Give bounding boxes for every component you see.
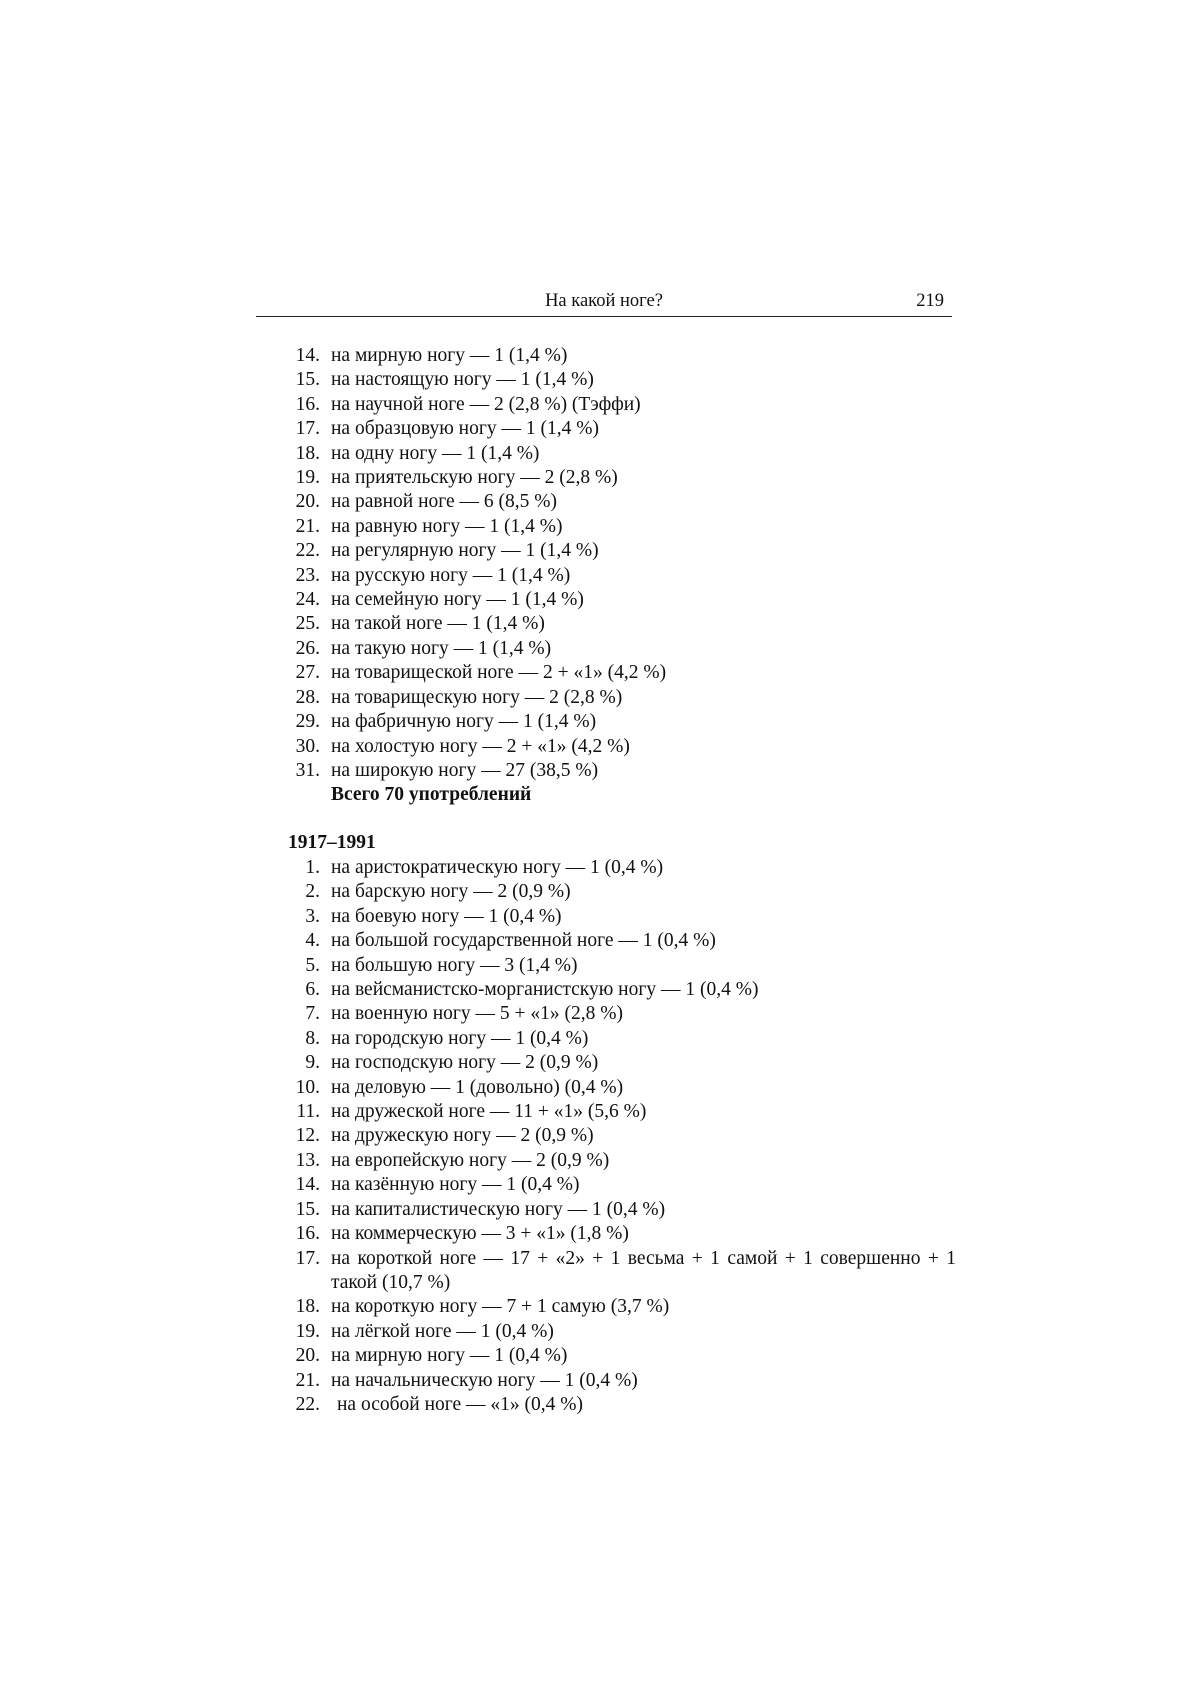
list-item: 2. на барскую ногу — 2 (0,9 %)	[305, 881, 571, 903]
list-item: 15. на настоящую ногу — 1 (1,4 %)	[295, 369, 594, 391]
list-item: 12. на дружескую ногу — 2 (0,9 %)	[295, 1125, 594, 1147]
list-item: 5. на большую ногу — 3 (1,4 %)	[305, 954, 578, 976]
list-item: 20. на мирную ногу — 1 (0,4 %)	[295, 1345, 568, 1367]
list-item: 7. на военную ногу — 5 + «1» (2,8 %)	[305, 1003, 624, 1025]
list-item: 22. на регулярную ногу — 1 (1,4 %)	[295, 540, 599, 562]
list-item: 14. на мирную ногу — 1 (1,4 %)	[295, 345, 568, 366]
list-item: 17. на короткой ноге — 17 + «2» + 1 весьма + 1 самой + 1 совершенно + 1 такой (10,7 %)	[295, 1247, 956, 1293]
list-item: 8. на городскую ногу — 1 (0,4 %)	[305, 1027, 589, 1049]
list-item: 18. на одну ногу — 1 (1,4 %)	[295, 442, 540, 464]
list-item: 3. на боевую ногу — 1 (0,4 %)	[305, 905, 562, 927]
list-period-1917-1991	[288, 856, 956, 1417]
list-item: 1. на аристократическую ногу — 1 (0,4 %)	[305, 857, 664, 878]
list-item: 16. на научной ноге — 2 (2,8 %) (Тэффи)	[295, 393, 641, 415]
list-item: 11. на дружеской ноге — 11 + «1» (5,6 %)	[296, 1101, 647, 1123]
list-item: 22. на особой ноге — «1» (0,4 %)	[295, 1393, 584, 1415]
total-usages: Всего 70 употреблений	[331, 784, 532, 806]
list-item: 13. на европейскую ногу — 2 (0,9 %)	[295, 1149, 610, 1171]
list-item: 16. на коммерческую — 3 + «1» (1,8 %)	[295, 1223, 629, 1245]
list-item: 4. на большой государственной ноге — 1 (0,4 %)	[305, 930, 716, 952]
running-header	[256, 290, 952, 317]
section-heading-period: 1917–1991	[288, 832, 376, 853]
list-item: 21. на начальническую ногу — 1 (0,4 %)	[295, 1369, 638, 1391]
list-continued	[288, 344, 956, 808]
list-item: 24. на семейную ногу — 1 (1,4 %)	[295, 589, 584, 611]
list-item: 25. на такой ноге — 1 (1,4 %)	[295, 613, 545, 635]
list-item: 15. на капиталистическую ногу — 1 (0,4 %)	[295, 1198, 666, 1220]
list-item: 10. на деловую — 1 (довольно) (0,4 %)	[295, 1076, 624, 1098]
list-item: 14. на казённую ногу — 1 (0,4 %)	[295, 1174, 580, 1196]
page-number: 219	[916, 291, 944, 311]
list-item: 26. на такую ногу — 1 (1,4 %)	[295, 637, 552, 659]
list-item: 28. на товарищескую ногу — 2 (2,8 %)	[295, 686, 623, 708]
list-item: 19. на приятельскую ногу — 2 (2,8 %)	[295, 467, 618, 489]
list-item: 29. на фабричную ногу — 1 (1,4 %)	[295, 711, 597, 733]
running-title: На какой ноге?	[545, 291, 663, 311]
list-item: 6. на вейсманистско-морганистскую ногу — 1 (0,4 %)	[305, 979, 759, 1001]
list-item: 9. на господскую ногу — 2 (0,9 %)	[305, 1052, 599, 1074]
list-item: 21. на равную ногу — 1 (1,4 %)	[295, 515, 563, 537]
list-item: 27. на товарищеской ноге — 2 + «1» (4,2 %)	[295, 662, 667, 684]
list-item: 30. на холостую ногу — 2 + «1» (4,2 %)	[295, 735, 630, 757]
list-item: 23. на русскую ногу — 1 (1,4 %)	[295, 564, 571, 586]
list-item: 31. на широкую ногу — 27 (38,5 %)	[295, 759, 599, 781]
list-item: 20. на равной ноге — 6 (8,5 %)	[295, 491, 558, 513]
list-item: 17. на образцовую ногу — 1 (1,4 %)	[295, 418, 599, 440]
list-item: 18. на короткую ногу — 7 + 1 самую (3,7 %)	[295, 1296, 670, 1318]
list-item: 19. на лёгкой ноге — 1 (0,4 %)	[295, 1320, 554, 1342]
